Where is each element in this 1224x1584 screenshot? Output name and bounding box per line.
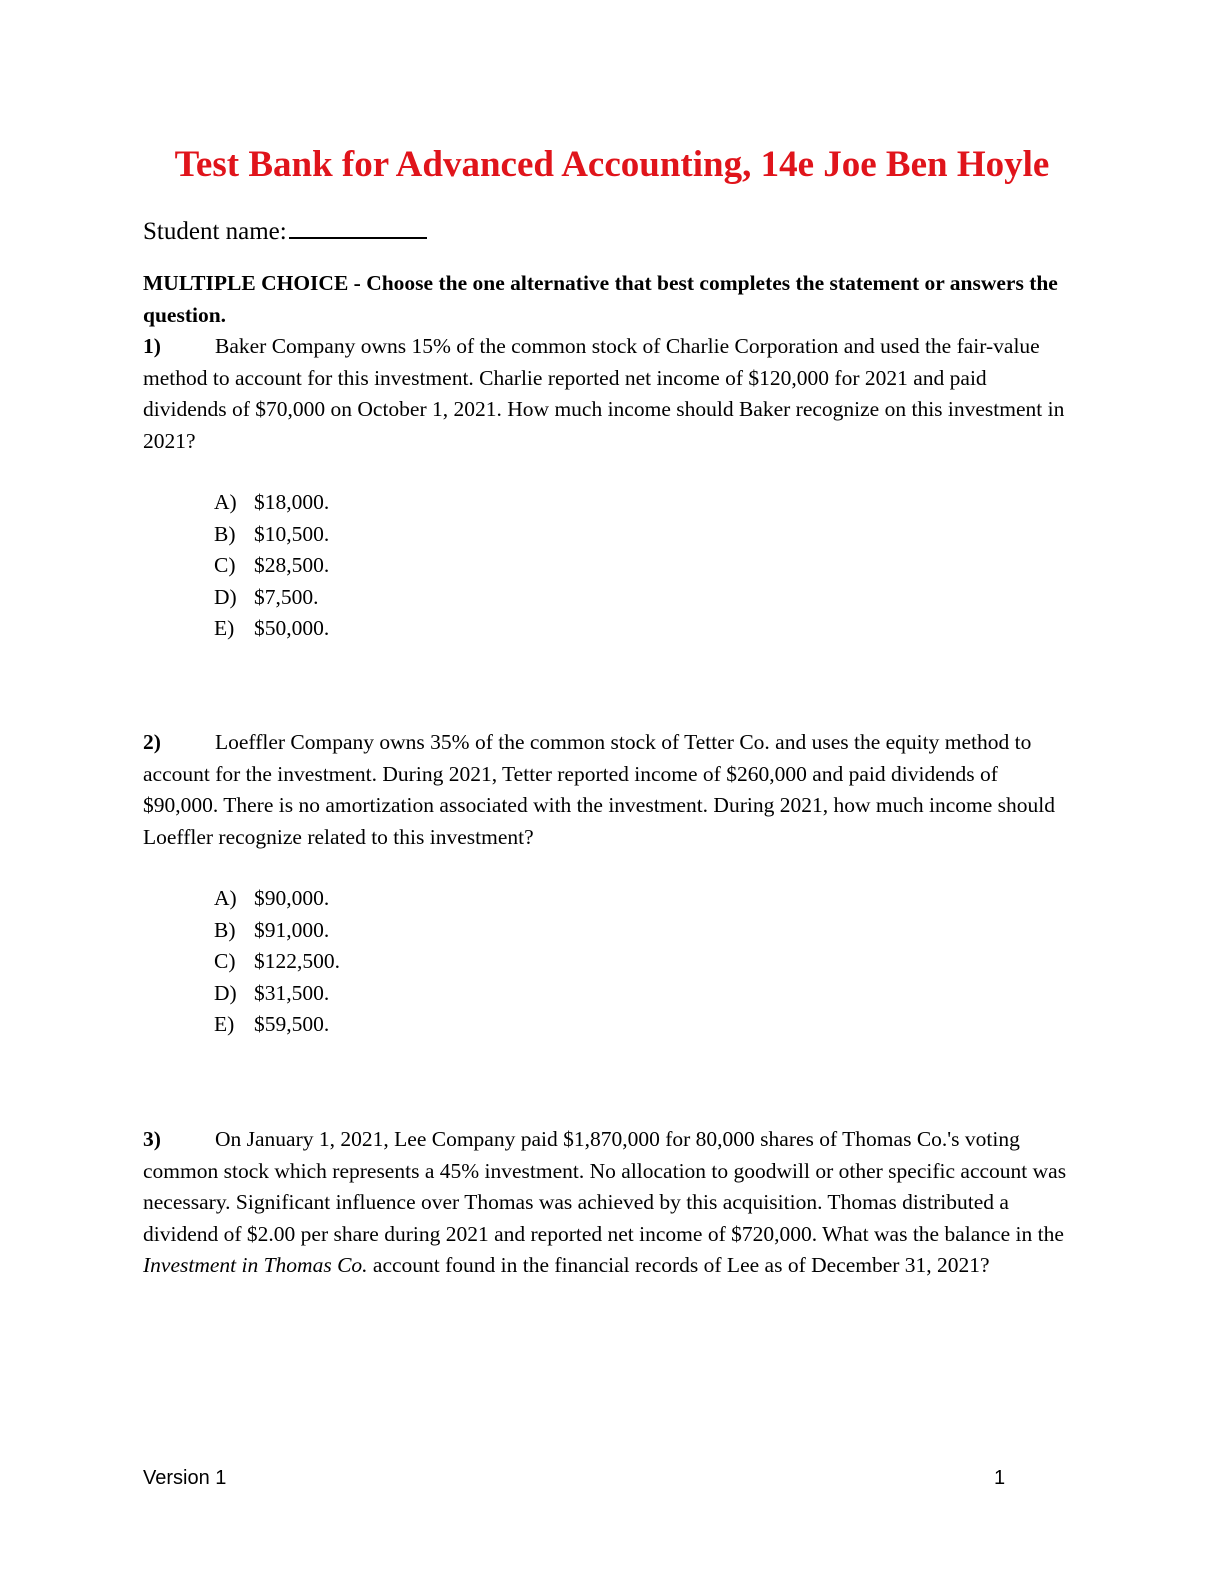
choice-letter: D) — [214, 584, 237, 609]
student-name-row — [143, 213, 427, 249]
choice-text: $18,000. — [254, 490, 330, 514]
choice-letter: D) — [214, 980, 237, 1005]
footer-page-number: 1 — [994, 1467, 1006, 1489]
choice-item[interactable] — [214, 883, 340, 915]
choice-list-1 — [214, 487, 329, 645]
choice-letter: E) — [214, 1012, 235, 1036]
choice-letter: E) — [214, 616, 235, 640]
choice-letter: C) — [214, 949, 236, 973]
question-number: 2) — [143, 730, 161, 754]
student-name-blank[interactable] — [289, 213, 427, 239]
choice-text: $59,500. — [254, 1012, 330, 1036]
footer-version: Version 1 — [143, 1467, 227, 1489]
question-number: 1) — [143, 334, 161, 358]
choice-text: $10,500. — [254, 521, 330, 546]
choice-letter: C) — [214, 553, 236, 577]
question-text-italic: Investment in Thomas Co. — [143, 1253, 368, 1277]
choice-text: $31,500. — [254, 980, 330, 1005]
choice-text: $7,500. — [254, 584, 319, 609]
question-3 — [143, 1124, 1073, 1282]
choice-letter: B) — [214, 521, 236, 546]
choice-letter: B) — [214, 917, 236, 942]
page-title: Test Bank for Advanced Accounting, 14e Joe Ben Hoyle — [174, 144, 1050, 185]
choice-text: $50,000. — [254, 616, 330, 640]
choice-text: $28,500. — [254, 553, 330, 577]
student-name-label: Student name: — [143, 218, 287, 245]
question-text-start: On January 1, 2021, Lee Company paid $1,870,000 for 80,000 shares of Thomas Co.'s voting common stock which represents a 45% investment. No allocation to goodwill or other specific account was necessary. Significant influence over Thomas was achieved by this acquisition. Thomas distributed a dividend of $2.00 per share during 2021 and reported net income of $720,000. What was the balance in the — [143, 1127, 1067, 1246]
choice-text: $122,500. — [254, 949, 340, 973]
question-text: Loeffler Company owns 35% of the common stock of Tetter Co. and uses the equity method to account for the investment. During 2021, Tetter reported income of $260,000 and paid dividends of $90,000. There is no amortization associated with the investment. During 2021, how much income should Loeffler recognize related to this investment? — [143, 730, 1055, 849]
choice-item[interactable] — [214, 1009, 340, 1041]
question-text: Baker Company owns 15% of the common stock of Charlie Corporation and used the fair-value method to account for this investment. Charlie reported net income of $120,000 for 2021 and paid dividends of $70,000 on October 1, 2021. How much income should Baker recognize on this investment in 2021? — [143, 334, 1065, 453]
question-1 — [143, 331, 1073, 457]
choice-item[interactable] — [214, 582, 329, 614]
choice-item[interactable] — [214, 487, 329, 519]
choice-list-2 — [214, 883, 340, 1041]
choice-item[interactable] — [214, 519, 329, 551]
choice-text: $91,000. — [254, 917, 330, 942]
choice-letter: A) — [214, 886, 237, 910]
choice-item[interactable] — [214, 915, 340, 947]
question-2 — [143, 727, 1073, 853]
choice-item[interactable] — [214, 550, 329, 582]
choice-text: $90,000. — [254, 886, 330, 910]
choice-item[interactable] — [214, 978, 340, 1010]
question-text-end: account found in the financial records of Lee as of December 31, 2021? — [367, 1253, 990, 1277]
question-number: 3) — [143, 1127, 161, 1151]
choice-item[interactable] — [214, 946, 340, 978]
instructions: MULTIPLE CHOICE - Choose the one alternative that best completes the statement or answers the question. — [143, 271, 1058, 327]
choice-item[interactable] — [214, 613, 329, 645]
choice-letter: A) — [214, 490, 237, 514]
